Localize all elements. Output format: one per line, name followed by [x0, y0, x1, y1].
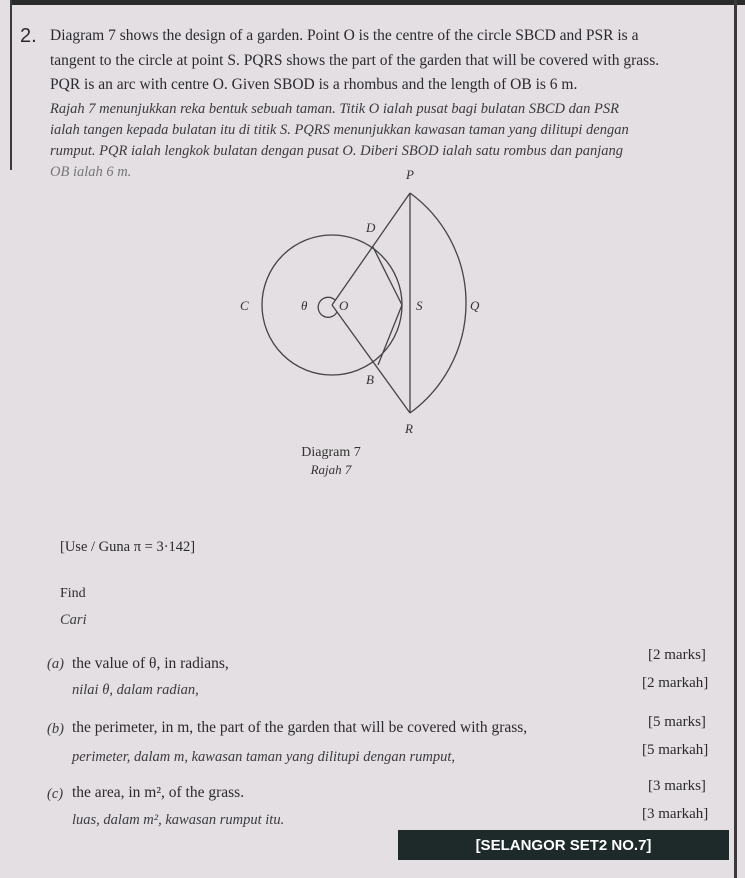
diagram-caption-en: Diagram 7 [301, 445, 361, 460]
line-bs [378, 305, 402, 365]
part-c-my: luas, dalam m², kawasan rumput itu. [72, 812, 285, 828]
question-my-line-2: ialah tangen kepada bulatan itu di titik S. PQRS menunjukkan kawasan taman yang dilitupi dengan [50, 122, 629, 138]
question-en-line-1: Diagram 7 shows the design of a garden. Point O is the centre of the circle SBCD and PSR is a [50, 27, 639, 44]
question-my-line-1: Rajah 7 menunjukkan reka bentuk sebuah taman. Titik O ialah pusat bagi bulatan SBCD dan PSR [50, 101, 619, 117]
part-b-my: perimeter, dalam m, kawasan taman yang dilitupi dengan rumput, [72, 749, 456, 765]
part-c-marks-my: [3 markah] [642, 806, 709, 822]
find-my: Cari [60, 612, 87, 628]
question-number: 2. [20, 25, 37, 47]
line-ds [373, 247, 402, 305]
line-op [332, 193, 410, 305]
part-a-en: the value of θ, in radians, [72, 655, 229, 672]
part-b-en: the perimeter, in m, the part of the garden that will be covered with grass, [72, 719, 528, 736]
label-c: C [240, 298, 249, 313]
question-en-line-2: tangent to the circle at point S. PQRS shows the part of the garden that will be covered with grass. [50, 52, 660, 69]
question-en-line-3: PQR is an arc with centre O. Given SBOD is a rhombus and the length of OB is 6 m. [50, 76, 578, 93]
part-c-marks-en: [3 marks] [648, 778, 706, 794]
part-b-marks-en: [5 marks] [648, 714, 706, 730]
part-b-marks-my: [5 markah] [642, 742, 709, 758]
part-a-marks-en: [2 marks] [648, 647, 706, 663]
question-my-line-3: rumput. PQR ialah lengkok bulatan dengan pusat O. Diberi SBOD ialah satu rombus dan panjang [50, 143, 623, 159]
label-r: R [405, 421, 413, 436]
part-c-en: the area, in m², of the grass. [72, 784, 245, 801]
label-d: D [366, 220, 376, 235]
label-o: O [339, 298, 349, 313]
find-en: Find [60, 586, 86, 601]
pi-note: [Use / Guna π = 3·142] [60, 539, 196, 555]
label-b: B [366, 372, 374, 387]
part-c-label: (c) [47, 786, 64, 802]
label-p: P [406, 167, 414, 182]
part-b-label: (b) [47, 721, 64, 737]
part-a-my: nilai θ, dalam radian, [72, 682, 199, 698]
source-tag: [SELANGOR SET2 NO.7] [398, 830, 729, 860]
question-my-line-4: OB ialah 6 m. [50, 164, 132, 180]
line-or [332, 305, 410, 413]
diagram-caption-my: Rajah 7 [310, 462, 352, 477]
label-q: Q [470, 298, 480, 313]
part-a-label: (a) [47, 656, 64, 672]
label-theta: θ [301, 298, 308, 313]
label-s: S [416, 298, 423, 313]
part-a-marks-my: [2 markah] [642, 675, 709, 691]
